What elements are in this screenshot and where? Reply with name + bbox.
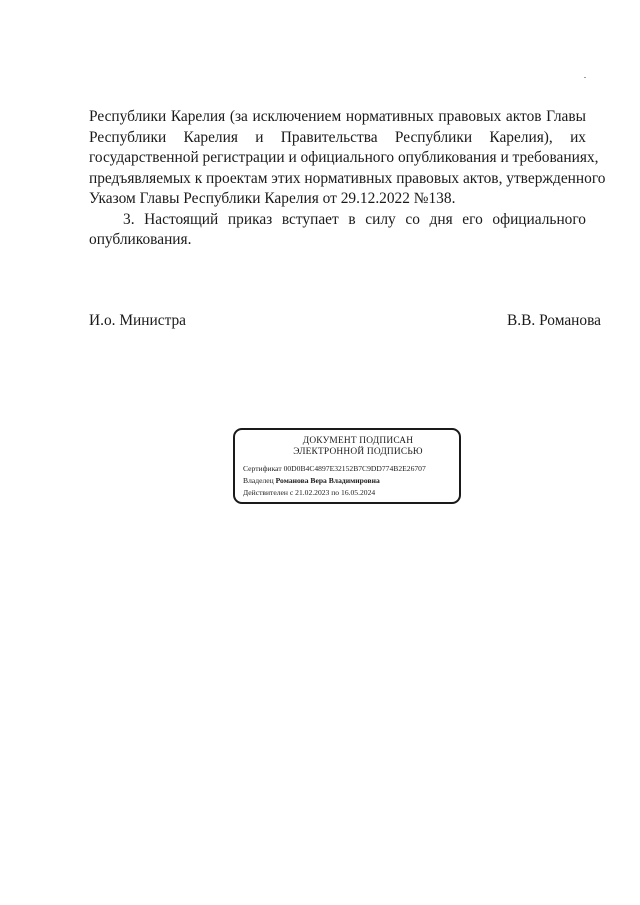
valid-to-value: 16.05.2024 xyxy=(341,488,376,497)
stamp-certificate-row xyxy=(243,463,451,475)
signatory-name: В.В. Романова xyxy=(507,312,601,329)
stamp-title xyxy=(265,436,451,458)
stamp-title-line-1: ДОКУМЕНТ ПОДПИСАН xyxy=(302,436,414,446)
valid-label: Действителен xyxy=(243,488,288,497)
stamp-owner-row xyxy=(243,475,451,487)
text-line: предъявляемых к проектам этих нормативных правовых актов, утвержденного xyxy=(89,169,606,187)
valid-from-value: 21.02.2023 xyxy=(295,488,330,497)
stamp-title-line-2: ЭЛЕКТРОННОЙ ПОДПИСЬЮ xyxy=(293,447,423,457)
text-line: Республики Карелия и Правительства Республики Карелия), их xyxy=(89,128,586,146)
scan-mark xyxy=(584,77,586,78)
owner-label: Владелец xyxy=(243,476,274,485)
stamp-details xyxy=(243,463,451,499)
owner-value: Романова Вера Владимировна xyxy=(275,476,380,485)
certificate-label: Сертификат xyxy=(243,464,282,473)
paragraph-continued xyxy=(89,107,606,210)
text-line: государственной регистрации и официального опубликования и требованиях, xyxy=(89,149,599,166)
document-body xyxy=(89,107,606,251)
signatory-position: И.о. Министра xyxy=(89,312,187,329)
text-line: Указом Главы Республики Карелия от 29.12.2022 №138. xyxy=(89,190,456,207)
certificate-value: 00D0B4C4897E32152B7C9DD774B2E26707 xyxy=(283,464,426,473)
valid-to-label: по xyxy=(331,488,340,497)
electronic-signature-stamp xyxy=(233,428,461,504)
text-line: Республики Карелия (за исключением нормативных правовых актов Главы xyxy=(89,108,586,125)
paragraph-item-3 xyxy=(89,210,586,251)
stamp-validity-row xyxy=(243,487,451,499)
text-line: 3. Настоящий приказ вступает в силу со дня его официального xyxy=(123,210,586,228)
text-line: опубликования. xyxy=(89,231,192,248)
valid-from-label: с xyxy=(289,488,294,497)
